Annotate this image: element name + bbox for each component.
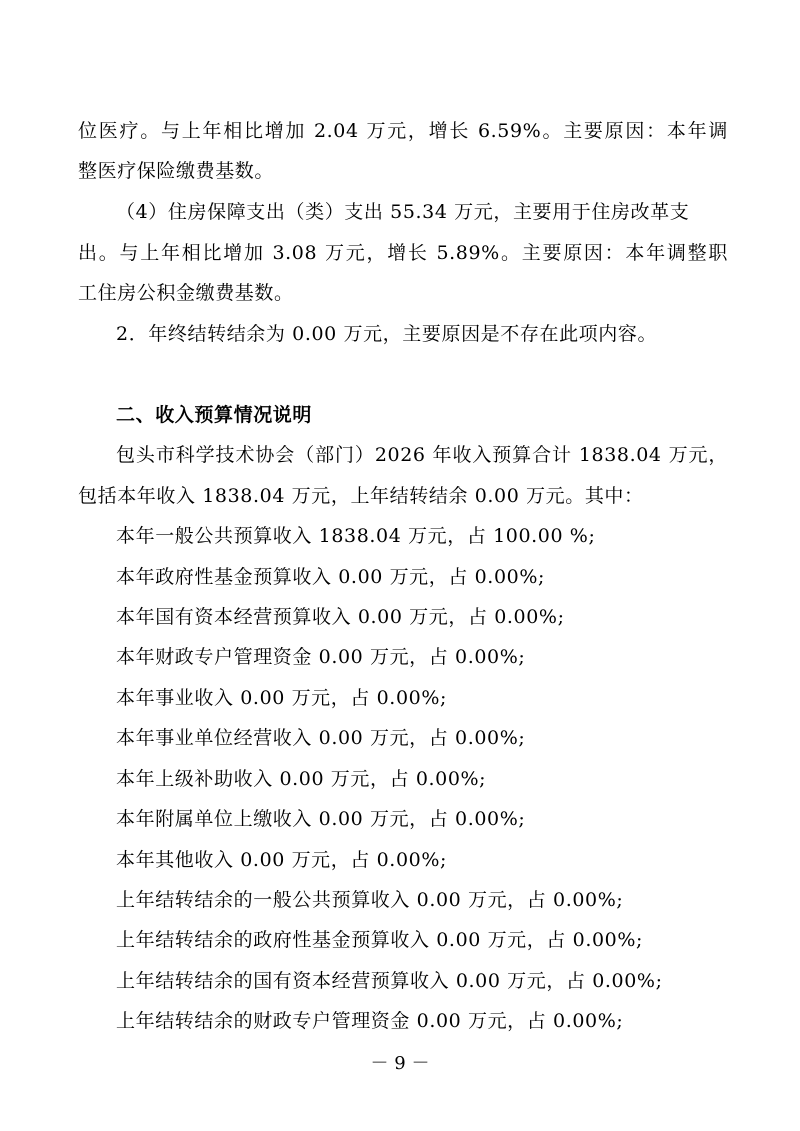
paragraph-line: 整医疗保险缴费基数。 [78,160,275,182]
list-item: 上年结转结余的政府性基金预算收入 0.00 万元，占 0.00%; [116,929,643,951]
list-item: 本年政府性基金预算收入 0.00 万元，占 0.00%; [116,566,545,588]
paragraph-line: 出。与上年相比增加 3.08 万元，增长 5.89%。主要原因：本年调整职 [78,242,728,264]
paragraph-line: （4）住房保障支出（类）支出 55.34 万元，主要用于住房改革支 [116,201,690,223]
list-item: 上年结转结余的财政专户管理资金 0.00 万元，占 0.00%; [116,1010,624,1032]
list-item: 本年事业单位经营收入 0.00 万元，占 0.00%; [116,727,526,749]
list-item: 本年附属单位上缴收入 0.00 万元，占 0.00%; [116,808,526,830]
list-item: 本年财政专户管理资金 0.00 万元，占 0.00%; [116,646,526,668]
page-number: － 9 － [370,1053,430,1074]
paragraph-line: 包括本年收入 1838.04 万元，上年结转结余 0.00 万元。其中： [78,485,644,507]
section-heading: 二、收入预算情况说明 [116,404,313,426]
list-item: 本年一般公共预算收入 1838.04 万元，占 100.00 %; [116,525,596,547]
list-item: 上年结转结余的一般公共预算收入 0.00 万元，占 0.00%; [116,889,624,911]
paragraph-line: 位医疗。与上年相比增加 2.04 万元，增长 6.59%。主要原因：本年调 [78,120,728,142]
list-item: 本年上级补助收入 0.00 万元，占 0.00%; [116,768,487,790]
paragraph-line: 包头市科学技术协会（部门）2026 年收入预算合计 1838.04 万元， [116,444,728,466]
paragraph-line: 工住房公积金缴费基数。 [78,282,294,304]
list-item: 本年国有资本经营预算收入 0.00 万元，占 0.00%; [116,606,565,628]
list-item: 本年事业收入 0.00 万元，占 0.00%; [116,687,447,709]
list-item: 本年其他收入 0.00 万元，占 0.00%; [116,849,447,871]
paragraph-line: 2．年终结转结余为 0.00 万元，主要原因是不存在此项内容。 [116,323,658,345]
list-item: 上年结转结余的国有资本经营预算收入 0.00 万元，占 0.00%; [116,970,663,992]
